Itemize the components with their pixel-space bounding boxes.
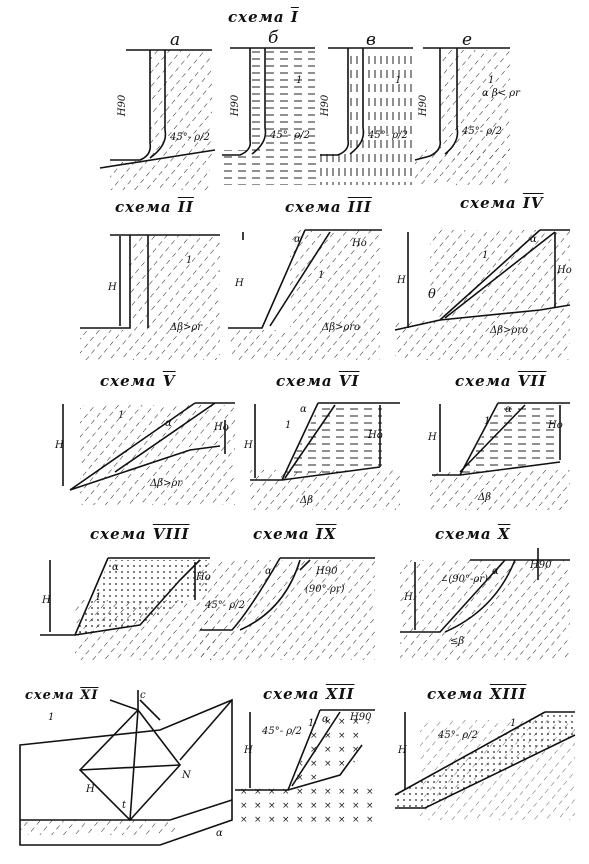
s6-h0: Но xyxy=(368,430,383,441)
sub-label-v: в xyxy=(366,30,376,50)
s8-h: Н xyxy=(42,595,51,606)
s13-a45: 45°- ρ/2 xyxy=(438,730,478,741)
s7-alpha: α xyxy=(505,404,512,415)
s5-alpha: α xyxy=(165,418,172,429)
s8-alpha: α xyxy=(112,562,119,573)
s13-one: 1 xyxy=(510,718,517,729)
s8-one: 1 xyxy=(95,592,102,603)
s3-h0: Но xyxy=(352,238,367,249)
s1a-angle: 45°- ρ/2 xyxy=(170,132,210,143)
s7-h0: Но xyxy=(548,420,563,431)
scheme-1a xyxy=(100,50,215,190)
s6-beta: Δβ xyxy=(300,495,314,506)
s11-t: t xyxy=(122,800,127,811)
s3-beta: Δβ>ρro xyxy=(322,322,361,333)
sub-label-a: а xyxy=(170,30,181,50)
s12-a45: 45°- ρ/2 xyxy=(262,726,302,737)
scheme-12-title: схема $\overline{XII}$ xyxy=(263,685,355,703)
sub-label-b: б xyxy=(268,28,279,48)
s12-one: 1 xyxy=(308,718,315,729)
scheme-6-title: схема $\overline{VI}$ xyxy=(276,372,360,390)
scheme-1e xyxy=(415,48,510,185)
s1b-angle: 45°- ρ/2 xyxy=(270,130,310,141)
s11-n: N xyxy=(182,770,191,781)
s10-h90: Н90 xyxy=(530,560,552,571)
scheme-3 xyxy=(228,230,382,360)
s6-h: Н xyxy=(244,440,253,451)
scheme-10-title: схема $\overline{X}$ xyxy=(435,525,511,543)
scheme-6 xyxy=(250,403,400,510)
scheme-9-title: схема $\overline{IX}$ xyxy=(253,525,337,543)
s7-h: Н xyxy=(428,432,437,443)
s5-h: Н xyxy=(55,440,64,451)
s1v-h90: Н90 xyxy=(320,94,332,117)
scheme-1-title: схема $\overline{I}$ xyxy=(228,8,299,26)
s4-h0: Но xyxy=(557,265,572,276)
scheme-13 xyxy=(395,712,575,820)
s2-one: 1 xyxy=(186,255,193,266)
s5-one: 1 xyxy=(118,410,125,421)
s12-h90: Н90 xyxy=(350,712,372,723)
scheme-8-title: схема VIII xyxy=(90,525,190,543)
scheme-5 xyxy=(63,403,235,505)
s1e-angle: 45°- ρ/2 xyxy=(462,126,502,137)
s1b-h90: Н90 xyxy=(230,94,242,117)
s4-beta: Δβ>ρro xyxy=(490,325,529,336)
s11-h: Н xyxy=(86,784,95,795)
s12-alpha: α xyxy=(322,714,329,725)
s3-h: Н xyxy=(235,278,244,289)
s3-alpha: α xyxy=(294,234,301,245)
s12-h: Н xyxy=(244,745,253,756)
scheme-11-title: схема $\overline{XI}$ xyxy=(25,688,99,703)
s1e-alpha: α β< ρr xyxy=(482,88,520,99)
s10-alpha: α xyxy=(492,566,499,577)
scheme-1b xyxy=(222,48,317,185)
scheme-1v xyxy=(320,48,415,185)
scheme-2-title: схема $\overline{II}$ xyxy=(115,198,194,216)
s6-one: 1 xyxy=(285,420,292,431)
s6-alpha: α xyxy=(300,404,307,415)
s4-one: 1 xyxy=(482,250,489,261)
scheme-4-title: схема $\overline{IV}$ xyxy=(460,194,544,212)
s11-alpha: α xyxy=(216,828,223,839)
s7-one: 1 xyxy=(484,416,491,427)
s4-h: Н xyxy=(397,275,406,286)
scheme-5-title: схема $\overline{V}$ xyxy=(100,372,176,390)
scheme-13-title: схема XIII xyxy=(427,685,527,703)
s10-beta: ≤β xyxy=(450,636,465,647)
s1v-one: 1 xyxy=(395,75,402,86)
s1e-one: 1 xyxy=(488,75,495,86)
s9-angle: (90°-ρr) xyxy=(305,584,345,595)
scheme-7-title: схема $\overline{VII}$ xyxy=(455,372,547,390)
s11-c: с xyxy=(140,690,146,701)
sub-label-e: е xyxy=(462,30,473,50)
scheme-2 xyxy=(80,235,220,360)
s1e-h90: Н90 xyxy=(418,94,430,117)
s5-h0: Но xyxy=(214,422,229,433)
s5-beta: Δβ>ρr xyxy=(150,478,183,489)
s9-a45: 45°- ρ/2 xyxy=(205,600,245,611)
s7-beta: Δβ xyxy=(478,492,492,503)
s11-one: 1 xyxy=(48,712,55,723)
s9-alpha: α xyxy=(265,566,272,577)
s2-beta: Δβ>ρr xyxy=(170,322,203,333)
scheme-8 xyxy=(40,558,215,660)
scheme-3-title: схема $\overline{III}$ xyxy=(285,198,372,216)
s3-one: 1 xyxy=(318,270,325,281)
s10-angle: ∠(90°-ρr) xyxy=(440,574,488,585)
s1b-one: 1 xyxy=(296,75,303,86)
s10-h: Н xyxy=(404,592,413,603)
s9-h90: Н90 xyxy=(316,566,338,577)
s2-h: Н xyxy=(108,282,117,293)
s13-h: Н xyxy=(398,745,407,756)
s8-h0: Но xyxy=(196,572,211,583)
s1a-h90: Н90 xyxy=(117,94,129,117)
s4-alpha: α xyxy=(530,234,537,245)
s4-theta: θ xyxy=(428,287,436,302)
s1v-angle: 45°- ρ/2 xyxy=(368,130,408,141)
